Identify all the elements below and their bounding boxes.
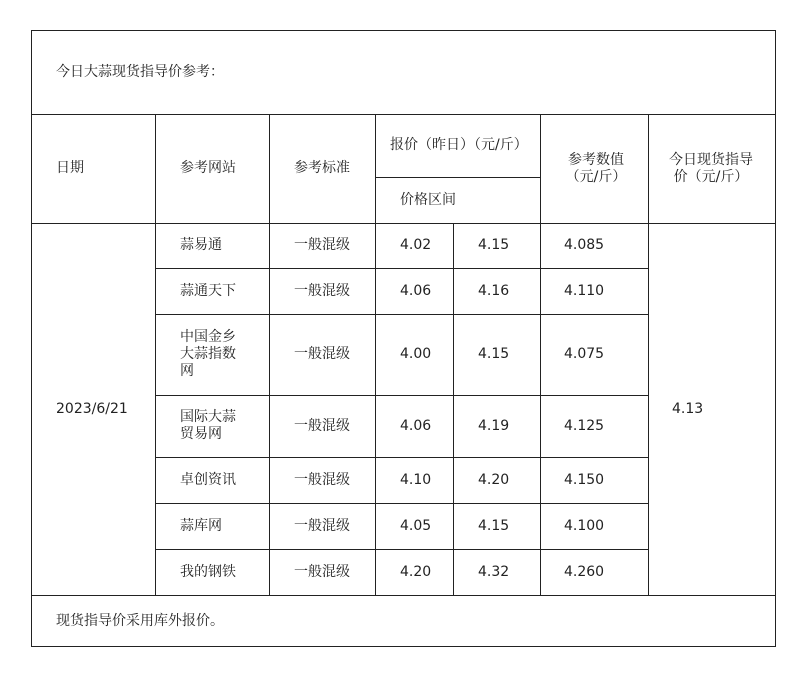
row-2-ref: 4.110 [564, 282, 605, 299]
row-6-site: 蒜库网 [180, 517, 222, 534]
row-5-ref: 4.150 [564, 471, 605, 488]
header-ref-value: 参考数值（元/斤） [565, 151, 627, 185]
row-7-ref: 4.260 [564, 563, 605, 580]
row-3-high: 4.15 [478, 346, 510, 362]
row-6-ref: 4.100 [564, 517, 605, 534]
row-1-standard: 一般混级 [294, 237, 350, 253]
row-3-ref: 4.075 [564, 346, 605, 362]
row-7-high: 4.32 [478, 563, 510, 580]
header-today-price: 今日现货指导价（元/斤） [669, 151, 753, 185]
row-2-standard: 一般混级 [294, 282, 350, 299]
rule-col-6 [648, 114, 649, 595]
row-4-high: 4.19 [478, 417, 510, 434]
row-6-high: 4.15 [478, 517, 510, 534]
header-range: 价格区间 [400, 191, 456, 208]
row-6-low: 4.05 [400, 517, 432, 534]
row-5-high: 4.20 [478, 471, 510, 488]
today-price-value: 4.13 [672, 400, 704, 417]
header-date: 日期 [56, 160, 84, 176]
rule-col-3 [375, 114, 376, 595]
date-value: 2023/6/21 [56, 400, 128, 417]
row-4-site: 国际大蒜贸易网 [180, 409, 236, 442]
row-1-high: 4.15 [478, 237, 510, 253]
rule-col-4 [453, 223, 454, 595]
row-7-low: 4.20 [400, 563, 432, 580]
header-quote: 报价（昨日）（元/斤） [390, 137, 528, 153]
table-title: 今日大蒜现货指导价参考： [56, 64, 224, 80]
row-2-site: 蒜通天下 [180, 282, 236, 299]
row-1-site: 蒜易通 [180, 237, 222, 253]
header-site: 参考网站 [180, 160, 236, 176]
row-4-standard: 一般混级 [294, 417, 350, 434]
row-4-ref: 4.125 [564, 417, 605, 434]
header-standard: 参考标准 [294, 160, 350, 176]
row-5-standard: 一般混级 [294, 471, 350, 488]
row-5-low: 4.10 [400, 471, 432, 488]
row-5-site: 卓创资讯 [180, 471, 236, 488]
row-6-standard: 一般混级 [294, 517, 350, 534]
row-2-low: 4.06 [400, 282, 432, 299]
rule-col-2 [269, 114, 270, 595]
row-1-ref: 4.085 [564, 237, 605, 253]
rule-col-1 [155, 114, 156, 595]
row-7-site: 我的钢铁 [180, 563, 236, 580]
row-4-low: 4.06 [400, 417, 432, 434]
price-table [31, 30, 776, 647]
row-2-high: 4.16 [478, 282, 510, 299]
row-3-standard: 一般混级 [294, 346, 350, 362]
footnote: 现货指导价采用库外报价。 [56, 612, 224, 629]
row-7-standard: 一般混级 [294, 563, 350, 580]
rule-col-5 [540, 114, 541, 595]
row-3-low: 4.00 [400, 346, 432, 362]
row-3-site: 中国金乡大蒜指数网 [180, 329, 236, 379]
row-1-low: 4.02 [400, 237, 432, 253]
